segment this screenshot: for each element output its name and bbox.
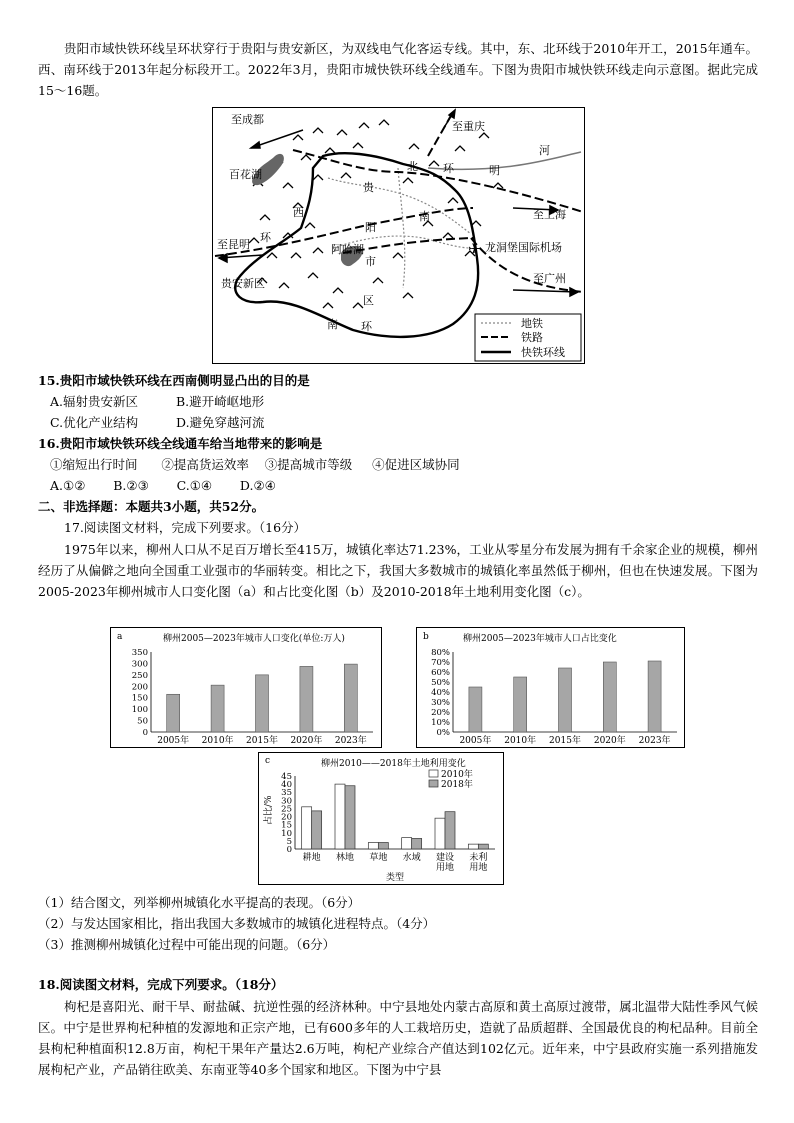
q17-stem: 17.阅读图文材料，完成下列要求。（16分） bbox=[64, 520, 307, 535]
mountain-symbols bbox=[249, 120, 503, 308]
y-tick-label: 20% bbox=[431, 708, 450, 718]
x-tick-label: 2015年 bbox=[246, 736, 278, 746]
q15-option-b: B.避开崎岖地形 bbox=[176, 394, 265, 409]
q17-sub1: （1）结合图文，列举柳州城镇化水平提高的表现。（6分） bbox=[38, 895, 361, 910]
y-tick-label: 5 bbox=[286, 836, 292, 847]
legend-railway: 铁路 bbox=[521, 331, 543, 344]
x-tick-label: 未利 bbox=[469, 853, 488, 863]
chart-c-svg bbox=[259, 753, 503, 884]
x-tick-label: 2023年 bbox=[638, 736, 671, 746]
x-tick-label: 2020年 bbox=[290, 736, 323, 746]
y-tick-label: 0 bbox=[286, 845, 292, 855]
x-tick-label: 2020年 bbox=[593, 736, 626, 746]
label-baihua-lake: 百花湖 bbox=[229, 168, 262, 181]
bar bbox=[256, 675, 269, 732]
label-ming: 明 bbox=[489, 164, 500, 177]
x-tick-label: 草地 bbox=[369, 853, 388, 863]
label-guian: 贵安新区 bbox=[221, 277, 265, 290]
y-tick-label: 70% bbox=[431, 658, 450, 668]
label-shi: 市 bbox=[365, 255, 376, 268]
y-tick-label: 200 bbox=[131, 682, 148, 693]
y-tick-label: 30% bbox=[431, 698, 450, 708]
label-xi: 西 bbox=[293, 206, 304, 219]
bar-2010年 bbox=[335, 784, 345, 849]
chart-b-svg bbox=[417, 628, 684, 747]
x-axis-title: 类型 bbox=[385, 873, 405, 883]
y-tick-label: 80% bbox=[431, 648, 450, 658]
chart-a-svg bbox=[111, 628, 381, 747]
bar bbox=[469, 687, 482, 732]
label-to-chongqing: 至重庆 bbox=[452, 120, 485, 133]
x-tick-label: 2010年 bbox=[504, 736, 537, 746]
x-tick-label: 2023年 bbox=[334, 736, 367, 746]
label-huan-south: 环 bbox=[361, 320, 372, 333]
bar-2018年 bbox=[378, 843, 388, 849]
y-tick-label: 45 bbox=[281, 772, 292, 782]
label-airport: 龙洞堡国际机场 bbox=[485, 241, 562, 254]
chart-b bbox=[416, 627, 685, 748]
label-qu: 区 bbox=[363, 294, 374, 307]
chart-panel-letter: b bbox=[423, 632, 429, 642]
bar-2010年 bbox=[468, 844, 478, 849]
label-yang: 阳 bbox=[365, 221, 376, 234]
chart-panel-letter: a bbox=[117, 632, 123, 642]
y-tick-label: 250 bbox=[131, 670, 148, 681]
label-huan-north: 环 bbox=[443, 162, 454, 175]
x-tick-label: 建设 bbox=[435, 853, 455, 863]
railway-lines bbox=[215, 112, 583, 292]
q15-stem: 15.贵阳市域快铁环线在西南侧明显凸出的目的是 bbox=[38, 373, 310, 388]
y-tick-label: 20 bbox=[281, 812, 292, 823]
x-tick-label: 2010年 bbox=[201, 736, 234, 746]
y-tick-label: 15 bbox=[281, 820, 292, 831]
q18-material: 枸杞是喜阳光、耐干旱、耐盐碱、抗逆性强的经济林种。中宁县地处内蒙古高原和黄土高原过渡带，属北温带大陆性季风气候区。中宁是世界枸杞种植的发源地和正宗产地，已有600多年的人工栽培历史，造就了品质超群、全国最优良的枸杞品种。目前全县枸杞种植面积12.8万亩，枸杞干果年产量达2.6万吨，枸杞产业综合产值达到102亿元。近年来，中宁县政府实施一系列措施发展枸杞产业，产品销往欧美、东南亚等40多个国家和地区。下图为中宁县 bbox=[38, 999, 758, 1077]
x-tick-label: 2005年 bbox=[157, 736, 190, 746]
legend-fast-rail: 快铁环线 bbox=[521, 346, 565, 359]
bar-2018年 bbox=[412, 838, 422, 849]
map-svg bbox=[213, 108, 584, 363]
label-nan-east: 南 bbox=[419, 210, 430, 223]
chart-title: 柳州2005—2023年城市人口变化(单位:万人) bbox=[163, 634, 345, 644]
label-huan-west: 环 bbox=[260, 231, 271, 244]
label-nan-south: 南 bbox=[327, 318, 338, 331]
bar bbox=[211, 685, 224, 732]
label-to-shanghai: 至上海 bbox=[533, 208, 566, 221]
y-tick-label: 50% bbox=[431, 678, 450, 688]
intro-paragraph: 贵阳市域快铁环线呈环状穿行于贵阳与贵安新区，为双线电气化客运专线。其中，东、北环线于2010年开工，2015年通车。西、南环线于2013年起分标段开工。2022年3月，贵阳市城快铁环线全线通车。下图为贵阳市城快铁环线走向示意图。据此完成15～16题。 bbox=[38, 41, 758, 98]
x-tick-label: 2005年 bbox=[459, 736, 492, 746]
y-tick-label: 60% bbox=[431, 668, 450, 678]
legend-metro: 地铁 bbox=[521, 317, 543, 330]
y-tick-label: 10 bbox=[281, 828, 292, 839]
y-tick-label: 35 bbox=[281, 788, 292, 799]
bar bbox=[559, 668, 572, 732]
bar bbox=[167, 694, 180, 732]
y-tick-label: 50 bbox=[137, 716, 148, 727]
y-tick-label: 300 bbox=[131, 659, 148, 670]
bar bbox=[344, 664, 357, 732]
y-tick-label: 10% bbox=[431, 718, 450, 728]
bar bbox=[603, 662, 616, 732]
bar-2010年 bbox=[435, 818, 445, 849]
y-tick-label: 0 bbox=[142, 728, 148, 738]
y-tick-label: 25 bbox=[281, 804, 292, 815]
label-bei: 北 bbox=[407, 160, 418, 173]
q16-items: ①缩短出行时间 ②提高货运效率 ③提高城市等级 ④促进区域协同 bbox=[50, 457, 460, 472]
chart-title: 柳州2005—2023年城市人口占比变化 bbox=[463, 634, 617, 644]
chart-title: 柳州2010——2018年土地利用变化 bbox=[321, 759, 466, 769]
bar bbox=[514, 677, 527, 732]
legend-label: 2018年 bbox=[441, 780, 473, 790]
x-tick-label: 水域 bbox=[402, 853, 421, 863]
legend-swatch bbox=[429, 770, 438, 777]
section-heading: 二、非选择题：本题共3小题，共52分。 bbox=[38, 499, 265, 514]
y-tick-label: 150 bbox=[131, 693, 148, 704]
map-legend bbox=[475, 314, 581, 361]
y-tick-label: 30 bbox=[281, 796, 292, 807]
x-tick-label: 2015年 bbox=[549, 736, 581, 746]
x-tick-label: 用地 bbox=[435, 863, 455, 873]
bar-2018年 bbox=[312, 811, 322, 849]
map-arrows bbox=[219, 110, 578, 296]
q15-option-c: C.优化产业结构 bbox=[50, 415, 139, 430]
chart-a bbox=[110, 627, 382, 748]
q17-sub3: （3）推测柳州城镇化过程中可能出现的问题。（6分） bbox=[38, 937, 336, 952]
label-to-guangzhou: 至广州 bbox=[533, 272, 566, 285]
bar bbox=[648, 661, 661, 732]
y-tick-label: 0% bbox=[436, 728, 450, 738]
y-tick-label: 100 bbox=[131, 705, 148, 716]
bar-2018年 bbox=[345, 786, 355, 849]
bar-2010年 bbox=[302, 807, 312, 849]
chart-panel-letter: c bbox=[265, 756, 271, 766]
y-tick-label: 350 bbox=[131, 648, 148, 658]
x-tick-label: 用地 bbox=[469, 863, 488, 873]
y-axis-title: 占比/% bbox=[264, 795, 274, 825]
bar-2018年 bbox=[478, 844, 488, 849]
q15-option-a: A.辐射贵安新区 bbox=[50, 394, 139, 409]
chart-c bbox=[258, 752, 504, 885]
q17-material: 1975年以来，柳州人口从不足百万增长至415万，城镇化率达71.23%，工业从零星分布发展为拥有千余家企业的规模，柳州经历了从偏僻之地向全国重工业强市的华丽转变。相比之下，我国大多数城市的城镇化率虽然低于柳州，但也在快速发展。下图为2005-2023年柳州城市人口变化图（a）和占比变化图（b）及2010-2018年土地利用变化图（c）。 bbox=[38, 542, 758, 599]
x-tick-label: 耕地 bbox=[302, 853, 321, 863]
bar-2010年 bbox=[368, 843, 378, 849]
airplane-icon: ✈ bbox=[468, 240, 481, 258]
guiyang-railway-map bbox=[212, 107, 585, 364]
q16-choices: A.①② B.②③ C.①④ D.②④ bbox=[50, 478, 276, 493]
bar bbox=[300, 666, 313, 732]
y-tick-label: 40 bbox=[281, 780, 292, 791]
legend-label: 2010年 bbox=[441, 770, 473, 780]
q15-option-d: D.避免穿越河流 bbox=[176, 415, 265, 430]
y-tick-label: 40% bbox=[431, 688, 450, 698]
label-to-chengdu: 至成都 bbox=[231, 113, 264, 126]
label-gui: 贵 bbox=[363, 181, 374, 194]
bar-2018年 bbox=[445, 812, 455, 849]
q17-sub2: （2）与发达国家相比，指出我国大多数城市的城镇化进程特点。（4分） bbox=[38, 916, 436, 931]
q16-stem: 16.贵阳市域快铁环线全线通车给当地带来的影响是 bbox=[38, 436, 323, 451]
label-ahahu: 阿哈湖 bbox=[331, 243, 364, 256]
label-river: 河 bbox=[539, 144, 550, 157]
x-tick-label: 林地 bbox=[335, 853, 355, 863]
legend-swatch bbox=[429, 780, 438, 787]
q18-stem: 18.阅读图文材料，完成下列要求。（18分） bbox=[38, 977, 284, 992]
label-to-kunming: 至昆明 bbox=[217, 238, 250, 251]
bar-2010年 bbox=[402, 838, 412, 849]
